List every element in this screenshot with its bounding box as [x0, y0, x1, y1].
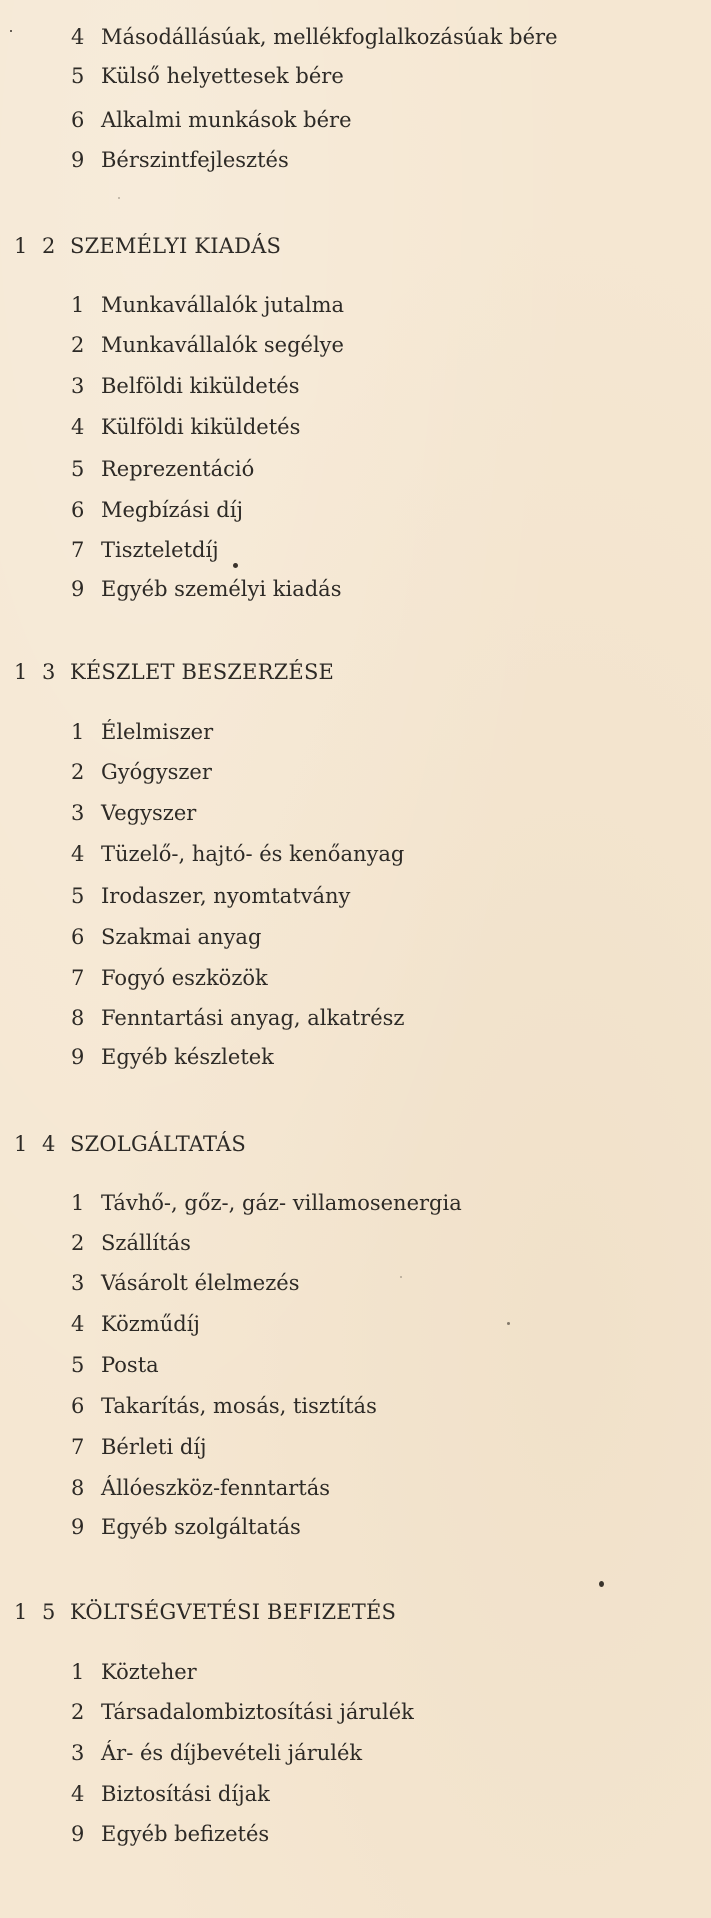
item-text: Takarítás, mosás, tisztítás: [101, 1394, 377, 1418]
list-item: [71, 1475, 330, 1501]
item-text: Bérleti díj: [101, 1435, 207, 1459]
item-number: 3: [71, 1741, 85, 1765]
section-number: 1 5: [14, 1600, 60, 1624]
list-item: [71, 1781, 270, 1807]
item-number: 6: [71, 925, 85, 949]
paper-speck: [599, 1581, 604, 1587]
list-item: [71, 24, 558, 50]
item-text: Vásárolt élelmezés: [101, 1271, 300, 1295]
item-text: Másodállásúak, mellékfoglalkozásúak bére: [101, 25, 558, 49]
list-item: [71, 1230, 191, 1256]
paper-speck: [118, 197, 120, 199]
item-text: Külföldi kiküldetés: [101, 415, 301, 439]
list-item: [71, 107, 352, 133]
list-item: [71, 841, 404, 867]
section-heading: [14, 1599, 396, 1625]
section-heading: [14, 233, 281, 259]
item-number: 9: [71, 1515, 85, 1539]
item-number: 5: [71, 64, 85, 88]
item-text: Fenntartási anyag, alkatrész: [101, 1006, 405, 1030]
list-item: [71, 1434, 207, 1460]
item-number: 3: [71, 801, 85, 825]
item-text: Távhő-, gőz-, gáz- villamosenergia: [101, 1191, 462, 1215]
item-text: Belföldi kiküldetés: [101, 374, 300, 398]
item-text: Munkavállalók segélye: [101, 333, 344, 357]
item-number: 7: [71, 966, 85, 990]
item-number: 1: [71, 720, 85, 744]
item-text: Munkavállalók jutalma: [101, 293, 345, 317]
item-text: Élelmiszer: [101, 720, 214, 744]
item-text: Biztosítási díjak: [101, 1782, 270, 1806]
item-text: Egyéb szolgáltatás: [101, 1515, 301, 1539]
section-title: SZEMÉLYI KIADÁS: [70, 234, 282, 258]
paper-speck: [507, 1322, 510, 1325]
item-text: Tüzelő-, hajtó- és kenőanyag: [101, 842, 405, 866]
item-text: Szakmai anyag: [101, 925, 262, 949]
list-item: [71, 1270, 299, 1296]
item-number: 9: [71, 577, 85, 601]
list-item: [71, 1005, 404, 1031]
list-item: [71, 373, 299, 399]
item-text: Alkalmi munkások bére: [101, 108, 352, 132]
item-number: 7: [71, 538, 85, 562]
list-item: [71, 924, 261, 950]
list-item: [71, 1699, 414, 1725]
item-text: Irodaszer, nyomtatvány: [101, 884, 351, 908]
item-text: Állóeszköz-fenntartás: [101, 1476, 331, 1500]
item-text: Társadalombiztosítási járulék: [101, 1700, 414, 1724]
list-item: [71, 414, 300, 440]
item-number: 5: [71, 457, 85, 481]
item-text: Közteher: [101, 1660, 197, 1684]
item-text: Posta: [101, 1353, 159, 1377]
item-number: 2: [71, 1231, 85, 1255]
item-number: 2: [71, 333, 85, 357]
item-text: Gyógyszer: [101, 760, 212, 784]
item-number: 4: [71, 1312, 85, 1336]
list-item: [71, 292, 344, 318]
list-item: [71, 965, 268, 991]
list-item: [71, 719, 213, 745]
list-item: [71, 1190, 462, 1216]
section-title: KÖLTSÉGVETÉSI BEFIZETÉS: [70, 1600, 397, 1624]
paper-speck: [233, 563, 238, 568]
list-item: [71, 1659, 197, 1685]
list-item: [71, 497, 243, 523]
list-item: [71, 1514, 301, 1540]
list-item: [71, 1821, 269, 1847]
item-number: 4: [71, 1782, 85, 1806]
item-number: 4: [71, 415, 85, 439]
section-title: SZOLGÁLTATÁS: [70, 1132, 246, 1156]
item-text: Szállítás: [101, 1231, 191, 1255]
item-text: Tiszteletdíj: [101, 538, 219, 562]
item-number: 2: [71, 760, 85, 784]
item-number: 3: [71, 374, 85, 398]
item-text: Ár- és díjbevételi járulék: [101, 1741, 363, 1765]
list-item: [71, 883, 350, 909]
list-item: [71, 576, 341, 602]
list-item: [71, 1044, 274, 1070]
section-number: 1 3: [14, 660, 60, 684]
list-item: [71, 759, 212, 785]
item-number: 3: [71, 1271, 85, 1295]
item-number: 5: [71, 884, 85, 908]
paper-speck: [10, 30, 12, 32]
section-heading: [14, 659, 334, 685]
item-number: 6: [71, 498, 85, 522]
item-number: 4: [71, 842, 85, 866]
item-number: 9: [71, 1045, 85, 1069]
list-item: [71, 537, 219, 563]
item-number: 9: [71, 148, 85, 172]
section-title: KÉSZLET BESZERZÉSE: [70, 660, 335, 684]
list-item: [71, 63, 344, 89]
item-number: 8: [71, 1476, 85, 1500]
item-number: 6: [71, 1394, 85, 1418]
section-heading: [14, 1131, 246, 1157]
item-text: Egyéb készletek: [101, 1045, 274, 1069]
item-number: 6: [71, 108, 85, 132]
list-item: [71, 1352, 159, 1378]
item-number: 5: [71, 1353, 85, 1377]
item-number: 9: [71, 1822, 85, 1846]
item-number: 7: [71, 1435, 85, 1459]
item-text: Egyéb befizetés: [101, 1822, 270, 1846]
item-text: Közműdíj: [101, 1312, 200, 1336]
item-number: 1: [71, 293, 85, 317]
item-number: 8: [71, 1006, 85, 1030]
list-item: [71, 1311, 200, 1337]
list-item: [71, 147, 289, 173]
item-number: 2: [71, 1700, 85, 1724]
list-item: [71, 1740, 362, 1766]
list-item: [71, 456, 254, 482]
item-text: Vegyszer: [101, 801, 197, 825]
item-number: 1: [71, 1660, 85, 1684]
item-text: Fogyó eszközök: [101, 966, 268, 990]
section-number: 1 4: [14, 1132, 60, 1156]
paper-speck: [400, 1276, 402, 1278]
item-number: 1: [71, 1191, 85, 1215]
list-item: [71, 800, 196, 826]
list-item: [71, 1393, 377, 1419]
item-text: Külső helyettesek bére: [101, 64, 344, 88]
item-text: Bérszintfejlesztés: [101, 148, 289, 172]
item-text: Egyéb személyi kiadás: [101, 577, 342, 601]
item-text: Reprezentáció: [101, 457, 255, 481]
section-number: 1 2: [14, 234, 60, 258]
item-text: Megbízási díj: [101, 498, 243, 522]
list-item: [71, 332, 344, 358]
item-number: 4: [71, 25, 85, 49]
